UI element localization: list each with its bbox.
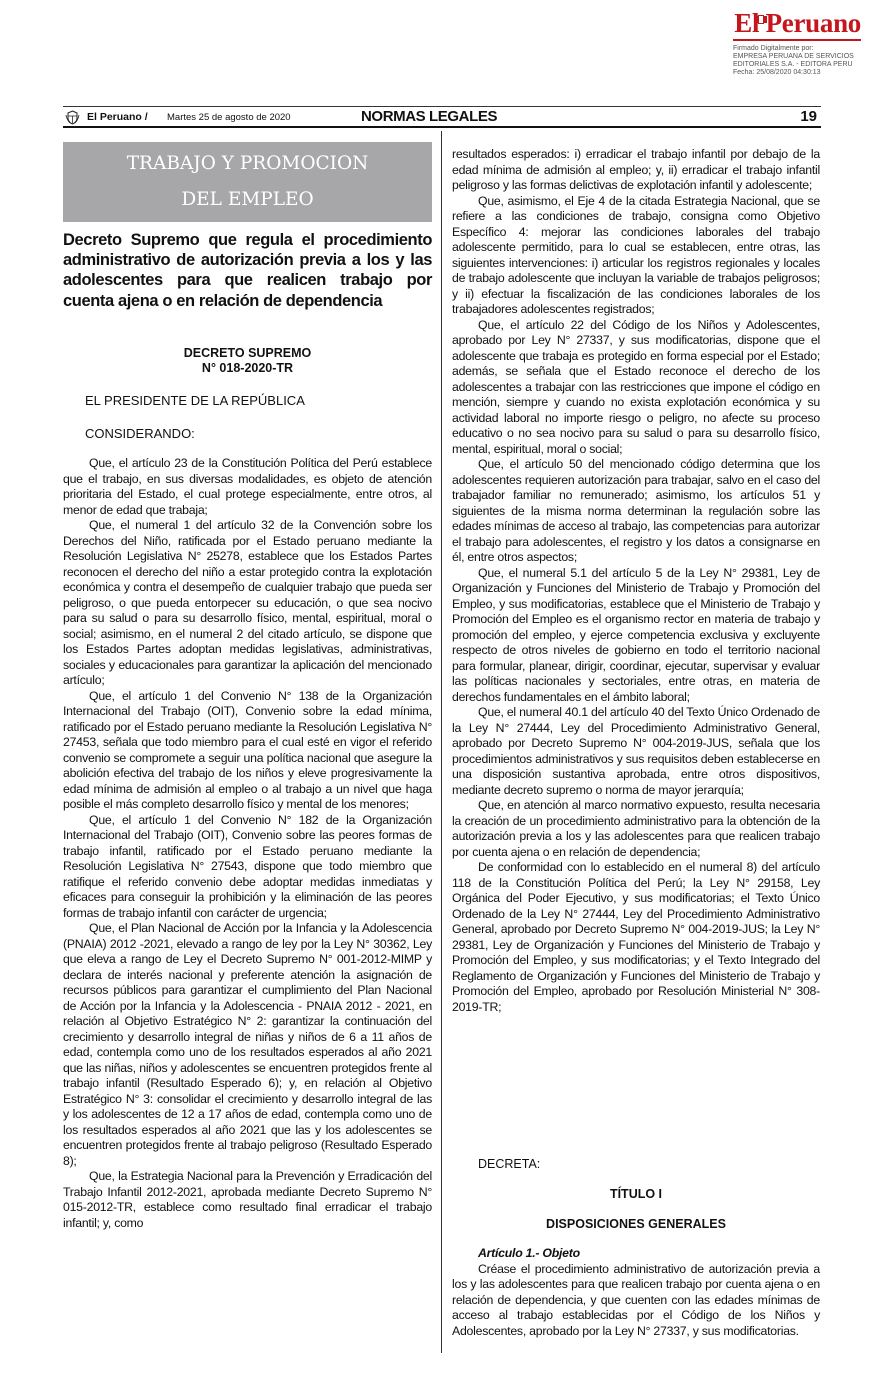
article-1: [452, 1246, 820, 1339]
banner-line-2: DEL EMPLEO: [181, 189, 314, 210]
decree-title: Decreto Supremo que regula el procedimiento administrativo de autorización previa a los y las adolescentes para que realicen trabajo por cuenta ajena o en relación de dependencia: [63, 231, 432, 310]
paragraph: Que, el artículo 22 del Código de los Niños y Adolescentes, aprobado por Ley N° 27337, y sus modificatorias, dispone que el adolescente que trabaja es protegido en forma especial por el Estado; además, se señala que el Estado reconoce el derecho de los adolescentes a trabajar con las restricciones que impone el código en mención, siempre y cuando no exista explotación económica y su actividad laboral no importe riesgo o peligro, no afecte su proceso educativo o no sea nocivo para su salud o para su desarrollo físico, mental, espiritual, moral o social;: [452, 317, 820, 456]
disposiciones-heading: DISPOSICIONES GENERALES: [546, 1217, 726, 1231]
column-divider: [441, 131, 442, 1353]
paragraph: Que, el artículo 23 de la Constitución Política del Perú establece que el trabajo, en sus diversas modalidades, es objeto de atención prioritaria del Estado, el cual protege especialmente, entre otros, al menor de edad que trabaja;: [63, 456, 432, 517]
paragraph: Que, asimismo, el Eje 4 de la citada Estrategia Nacional, que se refiere a las condiciones de trabajo, consigna como Objetivo Específico 4: mejorar las condiciones laborales del trabajo adolescente permitido, para lo cual se establecen, entre otras, las siguientes intervenciones: i) articular los registros regionales y locales de trabajo adolescente que incluyan la variable de trabajos peligrosos; y ii) efectuar la fiscalización de las condiciones laborales de los trabajadores adolescentes registrados;: [452, 193, 820, 316]
paragraph: Que, el artículo 1 del Convenio N° 182 de la Organización Internacional del Trabajo (OIT), Convenio sobre las peores formas de trabajo infantil, ratificado por el Estado peruano mediante la Resolución Legislativa N° 27543, dispone que todo miembro que ratifique el referido convenio debe adoptar medidas inmediatas y eficaces para conseguir la prohibición y la eliminación de las peores formas de trabajo infantil con carácter de urgencia;: [63, 812, 432, 920]
titulo-heading: TÍTULO I: [609, 1187, 663, 1201]
paragraph: Que, el numeral 1 del artículo 32 de la Convención sobre los Derechos del Niño, ratificada por el Estado peruano mediante la Resolución Legislativa N° 25278, establece que los Estados Partes reconocen el derecho del niño a estar protegido contra la explotación económica y contra el desempeño de cualquier trabajo que pueda ser peligroso, o que pueda entorpecer su educación, o que sea nocivo para su salud o para su desarrollo físico, mental, espiritual, moral o social; asimismo, en el numeral 2 del citado artículo, se dispone que los Estados Partes adoptan medidas legislativas, administrativas, sociales y educacionales para garantizar la aplicación del mencionado artículo;: [63, 518, 432, 687]
right-column-text: [452, 147, 820, 1015]
header-bottom-rule: [63, 126, 821, 128]
digital-signature: [733, 45, 863, 77]
publication-date: Martes 25 de agosto de 2020: [167, 112, 291, 123]
banner-line-1: TRABAJO Y PROMOCION: [126, 153, 369, 174]
article-text: Créase el procedimiento administrativo de autorización previa a los y las adolescentes para que realicen trabajo por cuenta ajena o en relación de dependencia, y que cuenten con las edades mínimas de acceso al trabajo establecidas por el Código de los Niños y Adolescentes, aprobado por la Ley N° 27337, y sus modificatorias.: [452, 1261, 820, 1338]
page-header: [63, 106, 821, 128]
header-top-rule: [63, 106, 821, 107]
left-column-text: [63, 456, 432, 1231]
paragraph: resultados esperados: i) erradicar el trabajo infantil por debajo de la edad mínima de admisión al empleo; y, ii) erradicar el trabajo infantil peligroso y las formas delictivas de explotación infantil y adolescente;: [452, 147, 820, 192]
paragraph: Que, el Plan Nacional de Acción por la Infancia y la Adolescencia (PNAIA) 2012 -2021, elevado a rango de ley por la Ley N° 30362, Ley que eleva a rango de Ley el Decreto Supremo N° 001-2012-MIMP y declara de interés nacional y preferente atención la asignación de recursos públicos para garantizar el cumplimiento del Plan Nacional de Acción por la Infancia y la Adolescencia - PNAIA 2012 - 2021, en relación al Objetivo Estratégico N° 2: garantizar la continuación del crecimiento y desarrollo integral de niñas y niños de 6 a 11 años de edad, contempla como uno de los resultados esperados al año 2021 que las niñas, niños y adolescentes se encuentren protegidos frente al trabajo infantil (Resultado Esperado 6); y, en relación al Objetivo Estratégico N° 3: consolidar el crecimiento y desarrollo integral de las y los adolescentes de 12 a 17 años de edad, contempla como uno de los resultados esperados al año 2021 que las y los adolescentes se encuentren protegidos frente al trabajo peligroso (Resultado Esperado 8);: [63, 921, 432, 1168]
page-number: 19: [800, 108, 817, 125]
logo-underline: [733, 39, 861, 41]
paragraph: Que, la Estrategia Nacional para la Prevención y Erradicación del Trabajo Infantil 2012-2021, aprobada mediante Decreto Supremo N° 015-2012-TR, establece como resultado final erradicar el trabajo infantil; y, como: [63, 1169, 432, 1230]
logo-text: El Peruano: [734, 8, 861, 38]
signature-line: EMPRESA PERUANA DE SERVICIOS: [733, 53, 854, 60]
paragraph: De conformidad con lo establecido en el numeral 8) del artículo 118 de la Constitución Política del Perú; la Ley N° 29158, Ley Orgánica del Poder Ejecutivo, y sus modificatorias; el Texto Único Ordenado de la Ley N° 27444, Ley del Procedimiento Administrativo General, aprobado por Decreto Supremo N° 004-2019-JUS; la Ley N° 29381, Ley de Organización y Funciones del Ministerio de Trabajo y Promoción del Empleo, y sus modificatorias; y el Texto Integrado del Reglamento de Organización y Funciones del Ministerio de Trabajo y Promoción del Empleo, aprobado por Resolución Ministerial N° 308-2019-TR;: [452, 860, 820, 1014]
paragraph: Que, el artículo 50 del mencionado código determina que los adolescentes requieren autorización para trabajar, salvo en el caso del trabajador familiar no remunerado; asimismo, los artículos 51 y siguientes de la misma norma determinan la regulación sobre las edades mínimas de acceso al trabajo, las competencias para autorizar el trabajo para adolescentes, el registro y los datos a consignarse en él, entre otros aspectos;: [452, 457, 820, 564]
considerando-heading: CONSIDERANDO:: [85, 426, 195, 441]
publication-name: El Peruano /: [87, 111, 148, 123]
signature-line: Firmado Digitalmente por:: [733, 45, 814, 52]
paragraph: Que, el artículo 1 del Convenio N° 138 de la Organización Internacional del Trabajo (OIT), Convenio sobre la edad mínima, ratificado por el Estado peruano mediante la Resolución Legislativa N° 27453, señala que todo miembro para el cual esté en vigor el referido convenio se compromete a seguir una política nacional que asegure la abolición efectiva del trabajo de los niños y eleve progresivamente la edad mínima de admisión al empleo o al trabajo a un nivel que haga posible el más completo desarrollo físico y mental de los menores;: [63, 688, 432, 811]
coat-of-arms-icon: [65, 110, 80, 125]
decree-label: DECRETO SUPREMO: [183, 346, 312, 360]
paragraph: Que, en atención al marco normativo expuesto, resulta necesaria la creación de un procedimiento administrativo para la obtención de la autorización previa a los y las adolescentes para que realicen trabajo por cuenta ajena o en relación de dependencia;: [452, 798, 820, 859]
president-heading: EL PRESIDENTE DE LA REPÚBLICA: [85, 393, 305, 408]
ministry-banner: [63, 142, 432, 222]
paragraph: Que, el numeral 5.1 del artículo 5 de la Ley N° 29381, Ley de Organización y Funciones del Ministerio de Trabajo y Promoción del Empleo, y sus modificatorias, establece que el Ministerio de Trabajo y Promoción del Empleo es el organismo rector en materia de trabajo y promoción del empleo, y ejerce competencia exclusiva y excluyente respecto de otros niveles de gobierno en todo el territorio nacional para formular, planear, dirigir, coordinar, ejecutar, supervisar y evaluar las políticas nacionales y sectoriales, entre otras, en materia de derechos fundamentales en el ámbito laboral;: [452, 565, 820, 704]
section-title: NORMAS LEGALES: [361, 108, 498, 125]
el-peruano-logo: [691, 8, 861, 42]
article-heading: Artículo 1.- Objeto: [478, 1246, 580, 1260]
decree-number: N° 018-2020-TR: [201, 361, 294, 375]
signature-line: Fecha: 25/08/2020 04:30:13: [733, 69, 821, 76]
signature-line: EDITORIALES S.A. - EDITORA PERU: [733, 61, 853, 68]
paragraph: Que, el numeral 40.1 del artículo 40 del Texto Único Ordenado de la Ley N° 27444, Ley del Procedimiento Administrativo General, aprobado por Decreto Supremo N° 004-2019-JUS, señala que los procedimientos administrativos y sus requisitos deben establecerse en una disposición sustantiva aprobada, entre otros dispositivos, mediante decreto supremo o norma de mayor jerarquía;: [452, 705, 820, 797]
decreta-heading: DECRETA:: [478, 1157, 541, 1171]
